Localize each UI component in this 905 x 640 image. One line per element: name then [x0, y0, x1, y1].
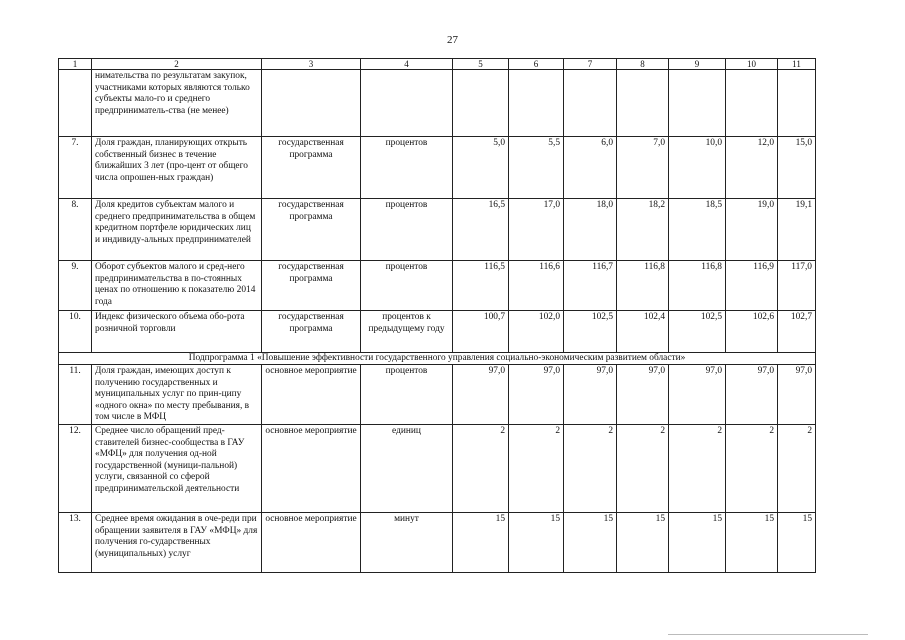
program-type-cell: государственная программа	[262, 137, 361, 199]
value-cell: 102,5	[669, 311, 726, 353]
unit-cell: процентов	[361, 261, 453, 311]
empty-cell	[262, 70, 361, 137]
indicator-name-cell: Доля граждан, планирующих открыть собственный бизнес в течение ближайших 3 лет (про-цент от общего числа опрошен-ных граждан)	[92, 137, 262, 199]
program-type-cell: основное мероприятие	[262, 424, 361, 512]
empty-cell	[617, 70, 669, 137]
unit-cell: единиц	[361, 424, 453, 512]
empty-cell	[726, 70, 778, 137]
header-cell: 10	[726, 59, 778, 70]
row-number-cell: 12.	[59, 424, 92, 512]
row-number-cell: 7.	[59, 137, 92, 199]
table-row	[59, 261, 816, 311]
continuation-row	[59, 70, 816, 137]
program-type-cell: основное мероприятие	[262, 365, 361, 425]
value-cell: 116,9	[726, 261, 778, 311]
value-cell: 116,8	[669, 261, 726, 311]
value-cell: 15	[564, 512, 617, 572]
empty-cell	[669, 70, 726, 137]
value-cell: 2	[564, 424, 617, 512]
row-number-cell: 9.	[59, 261, 92, 311]
header-cell: 4	[361, 59, 453, 70]
value-cell: 116,7	[564, 261, 617, 311]
value-cell: 19,1	[778, 199, 816, 261]
value-cell: 2	[669, 424, 726, 512]
empty-cell	[564, 70, 617, 137]
value-cell: 15	[778, 512, 816, 572]
header-cell: 11	[778, 59, 816, 70]
value-cell: 19,0	[726, 199, 778, 261]
value-cell: 102,6	[726, 311, 778, 353]
indicator-name-cell: Доля кредитов субъектам малого и среднего предпринимательства в общем кредитном портфеле юридических лиц и индивиду-альных предпринимателей	[92, 199, 262, 261]
value-cell: 15	[669, 512, 726, 572]
unit-cell: процентов к предыдущему году	[361, 311, 453, 353]
value-cell: 18,0	[564, 199, 617, 261]
header-cell: 2	[92, 59, 262, 70]
value-cell: 97,0	[669, 365, 726, 425]
value-cell: 5,0	[453, 137, 509, 199]
row-number-cell: 8.	[59, 199, 92, 261]
value-cell: 97,0	[617, 365, 669, 425]
value-cell: 17,0	[509, 199, 564, 261]
unit-cell: процентов	[361, 365, 453, 425]
value-cell: 117,0	[778, 261, 816, 311]
column-number-header	[59, 59, 816, 70]
header-cell: 9	[669, 59, 726, 70]
header-cell: 7	[564, 59, 617, 70]
unit-cell: минут	[361, 512, 453, 572]
value-cell: 2	[453, 424, 509, 512]
value-cell: 102,4	[617, 311, 669, 353]
header-cell: 6	[509, 59, 564, 70]
value-cell: 15	[726, 512, 778, 572]
program-type-cell: государственная программа	[262, 199, 361, 261]
value-cell: 102,5	[564, 311, 617, 353]
header-cell: 5	[453, 59, 509, 70]
value-cell: 100,7	[453, 311, 509, 353]
value-cell: 97,0	[564, 365, 617, 425]
subprogram-title: Подпрограмма 1 «Повышение эффективности государственного управления социально-экономическим развитием области»	[59, 353, 816, 365]
row-number-cell: 11.	[59, 365, 92, 425]
value-cell: 15	[509, 512, 564, 572]
value-cell: 15,0	[778, 137, 816, 199]
value-cell: 6,0	[564, 137, 617, 199]
header-cell: 3	[262, 59, 361, 70]
indicator-name-cell: Среднее время ожидания в оче-реди при обращении заявителя в ГАУ «МФЦ» для получения го-сударственных (муниципальных) услуг	[92, 512, 262, 572]
indicator-name-cell: Оборот субъектов малого и сред-него предпринимательства в по-стоянных ценах по отношению к показателю 2014 года	[92, 261, 262, 311]
indicator-table	[58, 58, 816, 573]
empty-cell	[778, 70, 816, 137]
value-cell: 97,0	[726, 365, 778, 425]
value-cell: 10,0	[669, 137, 726, 199]
value-cell: 116,6	[509, 261, 564, 311]
empty-cell	[453, 70, 509, 137]
table-row	[59, 311, 816, 353]
table-row	[59, 512, 816, 572]
table-row	[59, 365, 816, 425]
value-cell: 18,5	[669, 199, 726, 261]
empty-cell	[361, 70, 453, 137]
indicator-name-cell: Среднее число обращений пред-ставителей бизнес-сообщества в ГАУ «МФЦ» для получения од-ной государственной (муници-пальной) услуги, связанной со сферой предпринимательской деятельности	[92, 424, 262, 512]
value-cell: 97,0	[509, 365, 564, 425]
program-type-cell: государственная программа	[262, 311, 361, 353]
value-cell: 2	[726, 424, 778, 512]
empty-cell	[509, 70, 564, 137]
indicator-name-cell: Доля граждан, имеющих доступ к получению государственных и муниципальных услуг по прин-ципу «одного окна» по месту пребывания, в том числе в МФЦ	[92, 365, 262, 425]
subprogram-row	[59, 353, 816, 365]
value-cell: 2	[617, 424, 669, 512]
row-number-cell: 10.	[59, 311, 92, 353]
value-cell: 5,5	[509, 137, 564, 199]
row-number-cell: 13.	[59, 512, 92, 572]
value-cell: 97,0	[453, 365, 509, 425]
program-type-cell: основное мероприятие	[262, 512, 361, 572]
value-cell: 2	[778, 424, 816, 512]
value-cell: 97,0	[778, 365, 816, 425]
unit-cell: процентов	[361, 137, 453, 199]
value-cell: 116,8	[617, 261, 669, 311]
value-cell: 15	[617, 512, 669, 572]
table-row	[59, 199, 816, 261]
indicator-name-cell: Индекс физического объема обо-рота розничной торговли	[92, 311, 262, 353]
value-cell: 2	[509, 424, 564, 512]
program-type-cell: государственная программа	[262, 261, 361, 311]
header-cell: 8	[617, 59, 669, 70]
value-cell: 12,0	[726, 137, 778, 199]
table-row	[59, 424, 816, 512]
value-cell: 102,0	[509, 311, 564, 353]
table-row	[59, 137, 816, 199]
bottom-rule	[668, 634, 868, 635]
value-cell: 102,7	[778, 311, 816, 353]
page-number: 27	[447, 34, 458, 46]
value-cell: 7,0	[617, 137, 669, 199]
value-cell: 116,5	[453, 261, 509, 311]
value-cell: 16,5	[453, 199, 509, 261]
value-cell: 18,2	[617, 199, 669, 261]
indicator-name-cell: нимательства по результатам закупок, участниками которых являются только субъекты мало-го и среднего предприниматель-ства (не менее)	[92, 70, 262, 137]
unit-cell: процентов	[361, 199, 453, 261]
value-cell: 15	[453, 512, 509, 572]
row-number-cell	[59, 70, 92, 137]
header-cell: 1	[59, 59, 92, 70]
